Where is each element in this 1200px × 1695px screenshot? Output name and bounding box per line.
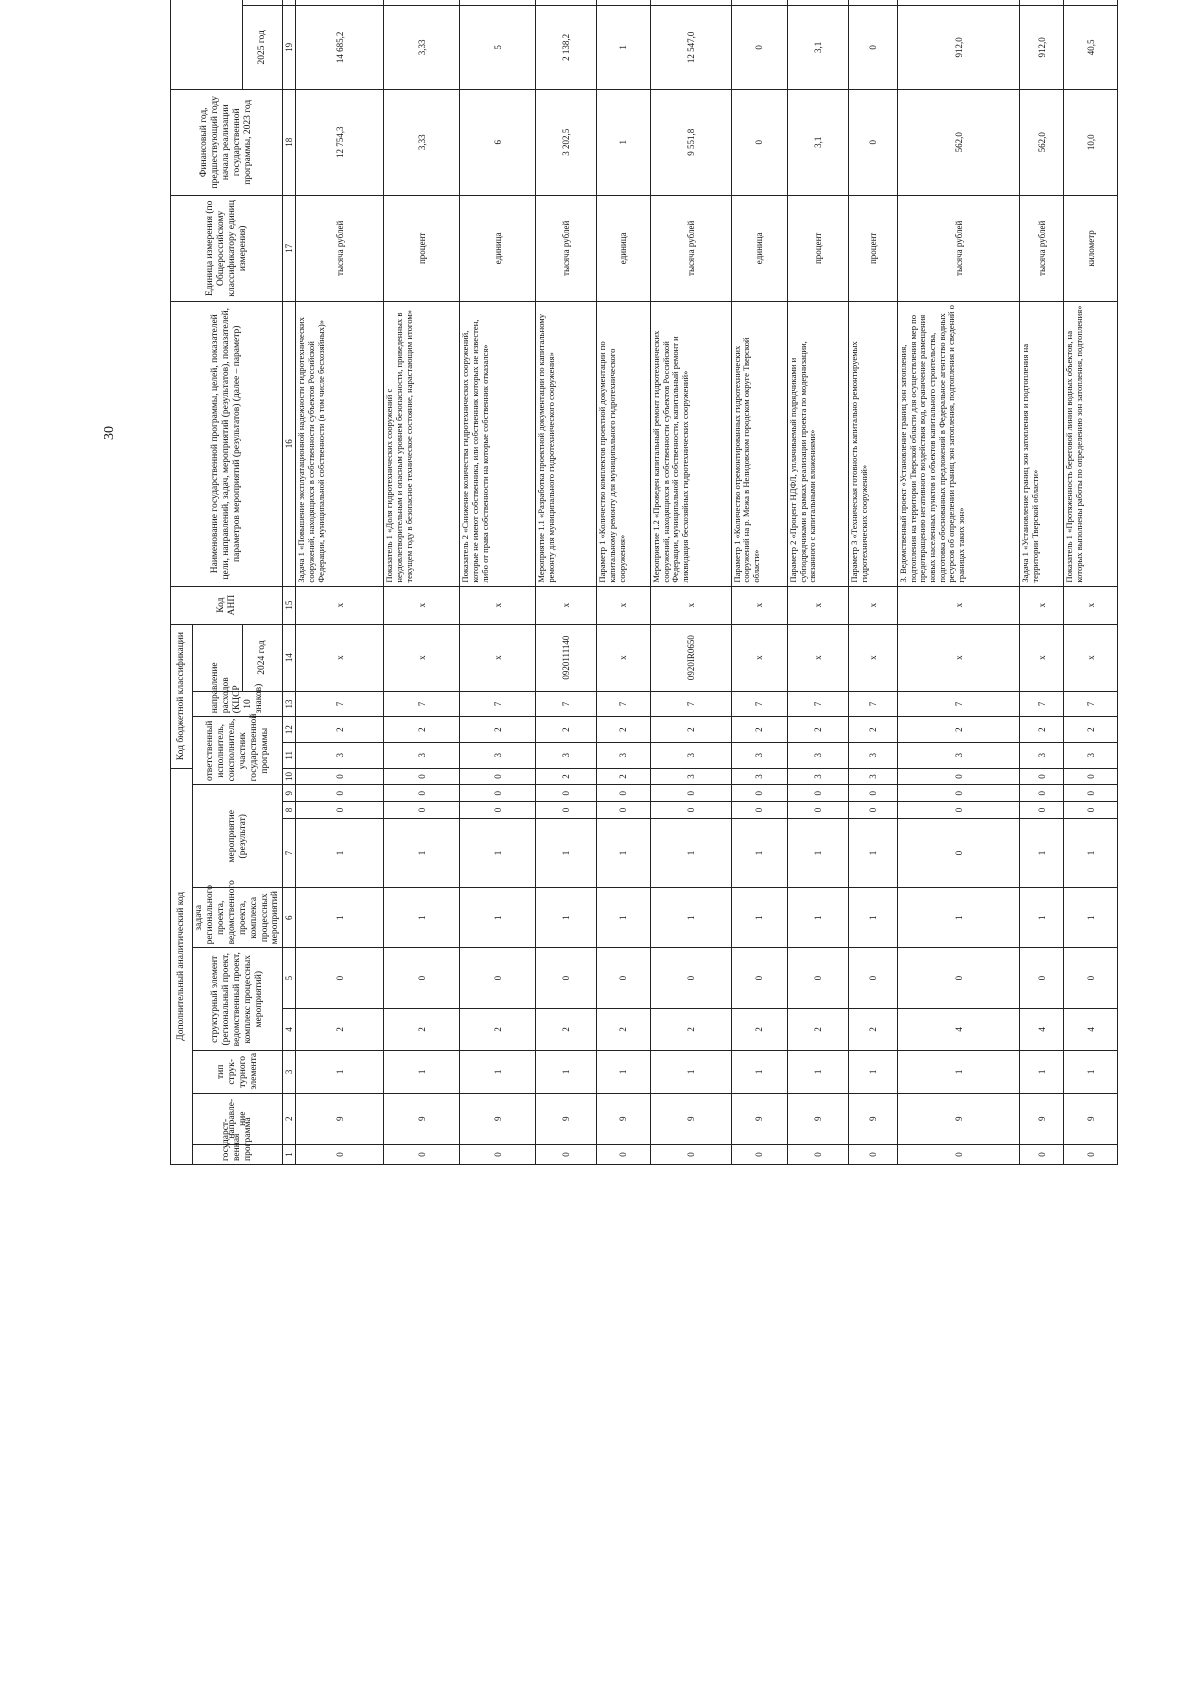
cell-event-d: 0 [898, 768, 1020, 785]
rotated-page-content [170, 0, 1100, 1165]
table-row [898, 0, 1020, 1165]
cell-task: 1 [849, 888, 898, 948]
cell-executor-c: 7 [651, 691, 732, 717]
column-number: 11 [283, 742, 296, 768]
cell-struct-elem-b: 0 [1064, 948, 1118, 1008]
cell-expense-dir: x [460, 624, 536, 691]
cell-direction: 9 [731, 1093, 787, 1144]
cell-executor-b: 2 [1020, 717, 1064, 743]
cell-base-year: 12 754,3 [296, 89, 384, 195]
cell-executor-c: 7 [1020, 691, 1064, 717]
cell-base-year: 6 [460, 89, 536, 195]
cell-struct-type: 1 [296, 1051, 384, 1093]
cell-name: Показатель 1 «Доля гидротехнических сооружений с неудовлетворительным и опасным уровнем безопасности, приведенных в текущем году в безопасное техническое состояние, нарастающим итогом» [384, 301, 460, 586]
table-row [296, 0, 384, 1165]
header-years [171, 0, 243, 89]
cell-anp-code: x [460, 586, 536, 624]
cell-anp-code: x [651, 586, 732, 624]
cell-struct-elem-b: 0 [731, 948, 787, 1008]
cell-executor-b: 2 [460, 717, 536, 743]
cell-executor-b: 2 [898, 717, 1020, 743]
cell-event-a: 1 [731, 818, 787, 887]
cell-anp-code: x [296, 586, 384, 624]
cell-executor-b: 2 [731, 717, 787, 743]
cell-anp-code: x [788, 586, 849, 624]
table-row [731, 0, 787, 1165]
cell-struct-type: 1 [536, 1051, 597, 1093]
cell-struct-elem-b: 0 [898, 948, 1020, 1008]
cell-y2025 [1064, 0, 1118, 5]
cell-task: 1 [651, 888, 732, 948]
cell-expense-dir: x [384, 624, 460, 691]
cell-struct-elem-b: 0 [460, 948, 536, 1008]
cell-name: Задача 1 «Установление границ зон затопления и подтопления на территории Тверской области» [1020, 301, 1064, 586]
cell-task: 1 [536, 888, 597, 948]
cell-struct-elem-a: 2 [597, 1008, 651, 1050]
table-row [597, 0, 651, 1165]
cell-task: 1 [597, 888, 651, 948]
cell-event-d: 0 [384, 768, 460, 785]
cell-y2024: 12 547,0 [651, 5, 732, 89]
cell-expense-dir: x [1064, 624, 1118, 691]
cell-program: 0 [460, 1144, 536, 1164]
cell-event-c: 0 [651, 785, 732, 802]
cell-event-a: 1 [849, 818, 898, 887]
column-number: 9 [283, 785, 296, 802]
cell-event-b: 0 [296, 802, 384, 819]
cell-name: Задача 1 «Повышение эксплуатационной надежности гидротехнических сооружений, находящихся в собственности субъектов Российской Федерации, муниципальной собственности (в том числе бесхозяйных)» [296, 301, 384, 586]
cell-event-c: 0 [731, 785, 787, 802]
cell-y2025 [597, 0, 651, 5]
cell-event-c: 0 [536, 785, 597, 802]
cell-executor-c: 7 [849, 691, 898, 717]
cell-y2025 [651, 0, 732, 5]
cell-struct-elem-a: 2 [536, 1008, 597, 1050]
cell-struct-elem-a: 2 [731, 1008, 787, 1050]
cell-program: 0 [898, 1144, 1020, 1164]
cell-unit: тысяча рублей [1020, 195, 1064, 301]
cell-y2025 [788, 0, 849, 5]
cell-base-year: 0 [731, 89, 787, 195]
cell-direction: 9 [651, 1093, 732, 1144]
cell-anp-code: x [1020, 586, 1064, 624]
cell-y2025 [296, 0, 384, 5]
cell-task: 1 [296, 888, 384, 948]
cell-event-c: 0 [898, 785, 1020, 802]
table-row [460, 0, 536, 1165]
cell-task: 1 [898, 888, 1020, 948]
cell-struct-elem-a: 4 [1020, 1008, 1064, 1050]
cell-unit: процент [384, 195, 460, 301]
cell-program: 0 [1020, 1144, 1064, 1164]
table-row [1020, 0, 1064, 1165]
table-row [651, 0, 732, 1165]
cell-expense-dir: x [788, 624, 849, 691]
cell-y2025 [536, 0, 597, 5]
cell-y2024: 40,5 [1064, 5, 1118, 89]
cell-y2025 [849, 0, 898, 5]
cell-anp-code: x [384, 586, 460, 624]
cell-anp-code: x [898, 586, 1020, 624]
cell-task: 1 [1020, 888, 1064, 948]
header-name: Наименование государственной программы, целей, показателей цели, направлений, задач, мероприятий (результатов), показателей, параметров мероприятий (результатов) (далее – параметр) [171, 301, 283, 586]
cell-anp-code: x [536, 586, 597, 624]
column-number: 7 [283, 818, 296, 887]
cell-event-d: 3 [731, 768, 787, 785]
table-row [788, 0, 849, 1165]
cell-unit: тысяча рублей [536, 195, 597, 301]
cell-base-year: 1 [597, 89, 651, 195]
cell-struct-elem-a: 2 [460, 1008, 536, 1050]
header-year: 2025 год [243, 5, 283, 89]
table-row [849, 0, 898, 1165]
header-struct-type: тип струк-турного элемента [193, 1051, 283, 1093]
cell-event-c: 0 [460, 785, 536, 802]
cell-struct-elem-b: 0 [1020, 948, 1064, 1008]
cell-executor-c: 7 [788, 691, 849, 717]
header-base-year: Финансовый год, предшествующий году начала реализации государственной программы, 2023 год [171, 89, 283, 195]
cell-event-d: 3 [849, 768, 898, 785]
cell-y2024: 0 [849, 5, 898, 89]
cell-executor-a: 3 [788, 742, 849, 768]
cell-y2025 [731, 0, 787, 5]
cell-program: 0 [1064, 1144, 1118, 1164]
cell-expense-dir: x [898, 624, 1020, 691]
cell-event-d: 0 [460, 768, 536, 785]
cell-event-d: 2 [536, 768, 597, 785]
cell-struct-type: 1 [460, 1051, 536, 1093]
cell-executor-b: 2 [788, 717, 849, 743]
cell-event-a: 1 [384, 818, 460, 887]
cell-event-d: 0 [296, 768, 384, 785]
cell-event-b: 0 [460, 802, 536, 819]
column-number: 3 [283, 1051, 296, 1093]
cell-executor-a: 3 [651, 742, 732, 768]
cell-unit: единица [460, 195, 536, 301]
cell-executor-c: 7 [1064, 691, 1118, 717]
cell-executor-a: 3 [296, 742, 384, 768]
header-direction: направле-ние [193, 1093, 283, 1144]
column-number: 13 [283, 691, 296, 717]
header-year [243, 0, 283, 5]
header-event: мероприятие (результат) [193, 785, 283, 888]
cell-struct-type: 1 [898, 1051, 1020, 1093]
column-number: 15 [283, 586, 296, 624]
column-number: 12 [283, 717, 296, 743]
cell-name: Мероприятие 1.1 «Разработка проектной документации по капитальному ремонту для муниципального гидротехнического сооружения» [536, 301, 597, 586]
cell-event-b: 0 [1064, 802, 1118, 819]
cell-task: 1 [460, 888, 536, 948]
cell-base-year: 3 202,5 [536, 89, 597, 195]
column-number: 6 [283, 888, 296, 948]
column-number: 2 [283, 1093, 296, 1144]
cell-event-a: 1 [1020, 818, 1064, 887]
cell-executor-b: 2 [536, 717, 597, 743]
header-executor: ответственный исполнитель, соисполнитель, участник государственной программы [193, 717, 283, 785]
cell-unit: процент [788, 195, 849, 301]
cell-y2024: 1 [597, 5, 651, 89]
cell-executor-b: 2 [597, 717, 651, 743]
cell-program: 0 [597, 1144, 651, 1164]
cell-task: 1 [1064, 888, 1118, 948]
cell-y2024: 5 [460, 5, 536, 89]
cell-unit: тысяча рублей [296, 195, 384, 301]
cell-executor-c: 7 [731, 691, 787, 717]
cell-event-a: 1 [597, 818, 651, 887]
cell-unit: единица [597, 195, 651, 301]
cell-base-year: 3,33 [384, 89, 460, 195]
cell-y2025 [460, 0, 536, 5]
column-number: 8 [283, 802, 296, 819]
cell-event-b: 0 [849, 802, 898, 819]
cell-struct-elem-b: 0 [597, 948, 651, 1008]
cell-program: 0 [788, 1144, 849, 1164]
cell-event-c: 0 [849, 785, 898, 802]
header-budget-code: Код бюджетной классификации [171, 624, 193, 768]
table-row [384, 0, 460, 1165]
cell-base-year: 3,1 [788, 89, 849, 195]
cell-event-a: 0 [898, 818, 1020, 887]
cell-struct-type: 1 [597, 1051, 651, 1093]
cell-event-b: 0 [536, 802, 597, 819]
cell-expense-dir: 0920IR0650 [651, 624, 732, 691]
cell-name: Параметр 2 «Процент НДФЛ, уплачиваемый подрядчиками и субподрядчиками в рамках реализации проекта по модернизации, связанного с капитальными вложениями» [788, 301, 849, 586]
cell-direction: 9 [536, 1093, 597, 1144]
cell-executor-a: 3 [536, 742, 597, 768]
cell-task: 1 [731, 888, 787, 948]
cell-event-b: 0 [898, 802, 1020, 819]
cell-y2024: 3,1 [788, 5, 849, 89]
cell-task: 1 [384, 888, 460, 948]
cell-base-year: 562,0 [898, 89, 1020, 195]
table-row [1064, 0, 1118, 1165]
cell-executor-c: 7 [384, 691, 460, 717]
cell-task: 1 [788, 888, 849, 948]
cell-direction: 9 [898, 1093, 1020, 1144]
cell-struct-type: 1 [1020, 1051, 1064, 1093]
cell-struct-elem-b: 0 [536, 948, 597, 1008]
cell-name: Параметр 3 «Техническая готовность капитально ремонтируемых гидротехнических сооружений» [849, 301, 898, 586]
cell-name: Показатель 2 «Снижение количества гидротехнических сооружений, которые не имеют собственника, или собственник которых не известен, либо от права собственности на которые собственник отказался» [460, 301, 536, 586]
cell-program: 0 [536, 1144, 597, 1164]
cell-struct-elem-a: 2 [651, 1008, 732, 1050]
cell-struct-elem-b: 0 [788, 948, 849, 1008]
cell-base-year: 9 551,8 [651, 89, 732, 195]
cell-unit: процент [849, 195, 898, 301]
cell-expense-dir: x [296, 624, 384, 691]
cell-event-b: 0 [597, 802, 651, 819]
header-task: задача регионального проекта, ведомственного проекта, комплекса процессных мероприятий [193, 888, 283, 948]
header-year: 2024 год [243, 624, 283, 691]
cell-event-c: 0 [597, 785, 651, 802]
cell-base-year: 10,0 [1064, 89, 1118, 195]
cell-expense-dir: x [597, 624, 651, 691]
cell-direction: 9 [1020, 1093, 1064, 1144]
cell-direction: 9 [296, 1093, 384, 1144]
cell-anp-code: x [849, 586, 898, 624]
header-unit: Единица измерения (по Общероссийскому классификатору единиц измерения) [171, 195, 283, 301]
cell-executor-b: 2 [1064, 717, 1118, 743]
cell-event-a: 1 [536, 818, 597, 887]
cell-expense-dir: x [849, 624, 898, 691]
cell-event-a: 1 [1064, 818, 1118, 887]
cell-event-b: 0 [384, 802, 460, 819]
cell-anp-code: x [597, 586, 651, 624]
cell-y2024: 3,33 [384, 5, 460, 89]
cell-unit: тысяча рублей [651, 195, 732, 301]
cell-event-b: 0 [788, 802, 849, 819]
cell-direction: 9 [788, 1093, 849, 1144]
cell-executor-b: 2 [384, 717, 460, 743]
cell-y2024: 912,0 [898, 5, 1020, 89]
cell-event-b: 0 [651, 802, 732, 819]
cell-struct-elem-a: 2 [788, 1008, 849, 1050]
cell-executor-a: 3 [460, 742, 536, 768]
cell-program: 0 [384, 1144, 460, 1164]
program-table [170, 0, 1118, 1165]
cell-struct-elem-a: 2 [849, 1008, 898, 1050]
cell-y2025 [384, 0, 460, 5]
cell-program: 0 [849, 1144, 898, 1164]
cell-event-a: 1 [788, 818, 849, 887]
cell-program: 0 [651, 1144, 732, 1164]
cell-struct-type: 1 [1064, 1051, 1118, 1093]
column-number: 4 [283, 1008, 296, 1050]
cell-y2024: 0 [731, 5, 787, 89]
cell-struct-elem-b: 0 [651, 948, 732, 1008]
cell-y2025 [1020, 0, 1064, 5]
cell-y2024: 2 138,2 [536, 5, 597, 89]
cell-event-d: 3 [651, 768, 732, 785]
table-body [296, 0, 1118, 1165]
cell-executor-b: 2 [849, 717, 898, 743]
cell-anp-code: x [1064, 586, 1118, 624]
column-number: 16 [283, 301, 296, 586]
cell-direction: 9 [597, 1093, 651, 1144]
cell-event-c: 0 [1064, 785, 1118, 802]
cell-event-d: 0 [1020, 768, 1064, 785]
column-number: 10 [283, 768, 296, 785]
cell-base-year: 562,0 [1020, 89, 1064, 195]
cell-executor-c: 7 [536, 691, 597, 717]
column-number: 14 [283, 624, 296, 691]
cell-event-a: 1 [651, 818, 732, 887]
cell-executor-a: 3 [849, 742, 898, 768]
cell-direction: 9 [384, 1093, 460, 1144]
cell-y2024: 912,0 [1020, 5, 1064, 89]
column-number: 5 [283, 948, 296, 1008]
cell-base-year: 0 [849, 89, 898, 195]
cell-name: Параметр 1 «Количество комплектов проектной документации по капитальному ремонту для муниципального гидротехнического сооружения» [597, 301, 651, 586]
cell-event-a: 1 [460, 818, 536, 887]
header-expense-dir: направление расходов (КЦСР 10 знаков) [193, 691, 283, 717]
cell-struct-type: 1 [384, 1051, 460, 1093]
header-anp: Код АНП [171, 586, 283, 624]
cell-struct-elem-a: 4 [898, 1008, 1020, 1050]
cell-struct-elem-b: 0 [384, 948, 460, 1008]
column-number-row [283, 0, 296, 1165]
cell-y2025 [898, 0, 1020, 5]
cell-event-c: 0 [788, 785, 849, 802]
cell-name: 3. Ведомственный проект «Установление границ зон затопления, подтопления на территории Тверской области для осуществления мер по предотвращению негативного воздействия вод, ограничение размещения новых населенных пунктов и объектов капитального строительства, подготовка обоснованных предложений в Федеральное агентство водных ресурсов об определении границ зон затопления, подтопления и сведений о границах таких зон» [898, 301, 1020, 586]
cell-struct-type: 1 [788, 1051, 849, 1093]
page-number: 30 [102, 426, 117, 440]
cell-expense-dir: x [731, 624, 787, 691]
cell-program: 0 [296, 1144, 384, 1164]
column-number: 19 [283, 5, 296, 89]
cell-direction: 9 [849, 1093, 898, 1144]
cell-struct-elem-a: 2 [296, 1008, 384, 1050]
cell-struct-elem-b: 0 [296, 948, 384, 1008]
cell-expense-dir: 0920111140 [536, 624, 597, 691]
cell-expense-dir: x [1020, 624, 1064, 691]
cell-unit: километр [1064, 195, 1118, 301]
cell-executor-a: 3 [597, 742, 651, 768]
cell-event-d: 0 [1064, 768, 1118, 785]
cell-event-c: 0 [296, 785, 384, 802]
column-number: 18 [283, 89, 296, 195]
cell-executor-a: 3 [384, 742, 460, 768]
header-struct-elem: структурный элемент (региональный проект, ведомственный проект, комплекс процессных мероприятий) [193, 948, 283, 1051]
cell-direction: 9 [460, 1093, 536, 1144]
cell-executor-b: 2 [651, 717, 732, 743]
cell-executor-c: 7 [460, 691, 536, 717]
column-number: 1 [283, 1144, 296, 1164]
table-row [536, 0, 597, 1165]
cell-executor-a: 3 [731, 742, 787, 768]
cell-direction: 9 [1064, 1093, 1118, 1144]
cell-event-d: 3 [788, 768, 849, 785]
header-program: государст-венная программа [193, 1144, 283, 1164]
cell-name: Мероприятие 1.2 «Проведен капитальный ремонт гидротехнических сооружений, находящихся в собственности субъектов Российской Федерации, муниципальной собственности, капитальный ремонт и ликвидация бесхозяйных гидротехнических сооружений» [651, 301, 732, 586]
cell-struct-type: 1 [651, 1051, 732, 1093]
cell-struct-type: 1 [731, 1051, 787, 1093]
column-number: 17 [283, 195, 296, 301]
cell-struct-elem-a: 2 [384, 1008, 460, 1050]
cell-executor-c: 7 [597, 691, 651, 717]
header-analytic-code: Дополнительный аналитический код [171, 768, 193, 1164]
cell-struct-type: 1 [849, 1051, 898, 1093]
cell-struct-elem-b: 0 [849, 948, 898, 1008]
cell-executor-b: 2 [296, 717, 384, 743]
cell-executor-c: 7 [296, 691, 384, 717]
cell-event-b: 0 [1020, 802, 1064, 819]
cell-executor-c: 7 [898, 691, 1020, 717]
cell-program: 0 [731, 1144, 787, 1164]
cell-event-c: 0 [1020, 785, 1064, 802]
cell-executor-a: 3 [898, 742, 1020, 768]
cell-y2024: 14 685,2 [296, 5, 384, 89]
cell-unit: тысяча рублей [898, 195, 1020, 301]
cell-event-a: 1 [296, 818, 384, 887]
cell-event-d: 2 [597, 768, 651, 785]
cell-anp-code: x [731, 586, 787, 624]
cell-name: Показатель 1 «Протяженность береговой линии водных объектов, на которых выполнены работы по определению зон затопления, подтопления» [1064, 301, 1118, 586]
cell-event-b: 0 [731, 802, 787, 819]
cell-unit: единица [731, 195, 787, 301]
cell-name: Параметр 1 «Количество отремонтированных гидротехнических сооружений на р. Межа в Нелидовском городском округе Тверской области» [731, 301, 787, 586]
cell-struct-elem-a: 4 [1064, 1008, 1118, 1050]
cell-executor-a: 3 [1020, 742, 1064, 768]
column-number [283, 0, 296, 5]
cell-executor-a: 3 [1064, 742, 1118, 768]
cell-event-c: 0 [384, 785, 460, 802]
